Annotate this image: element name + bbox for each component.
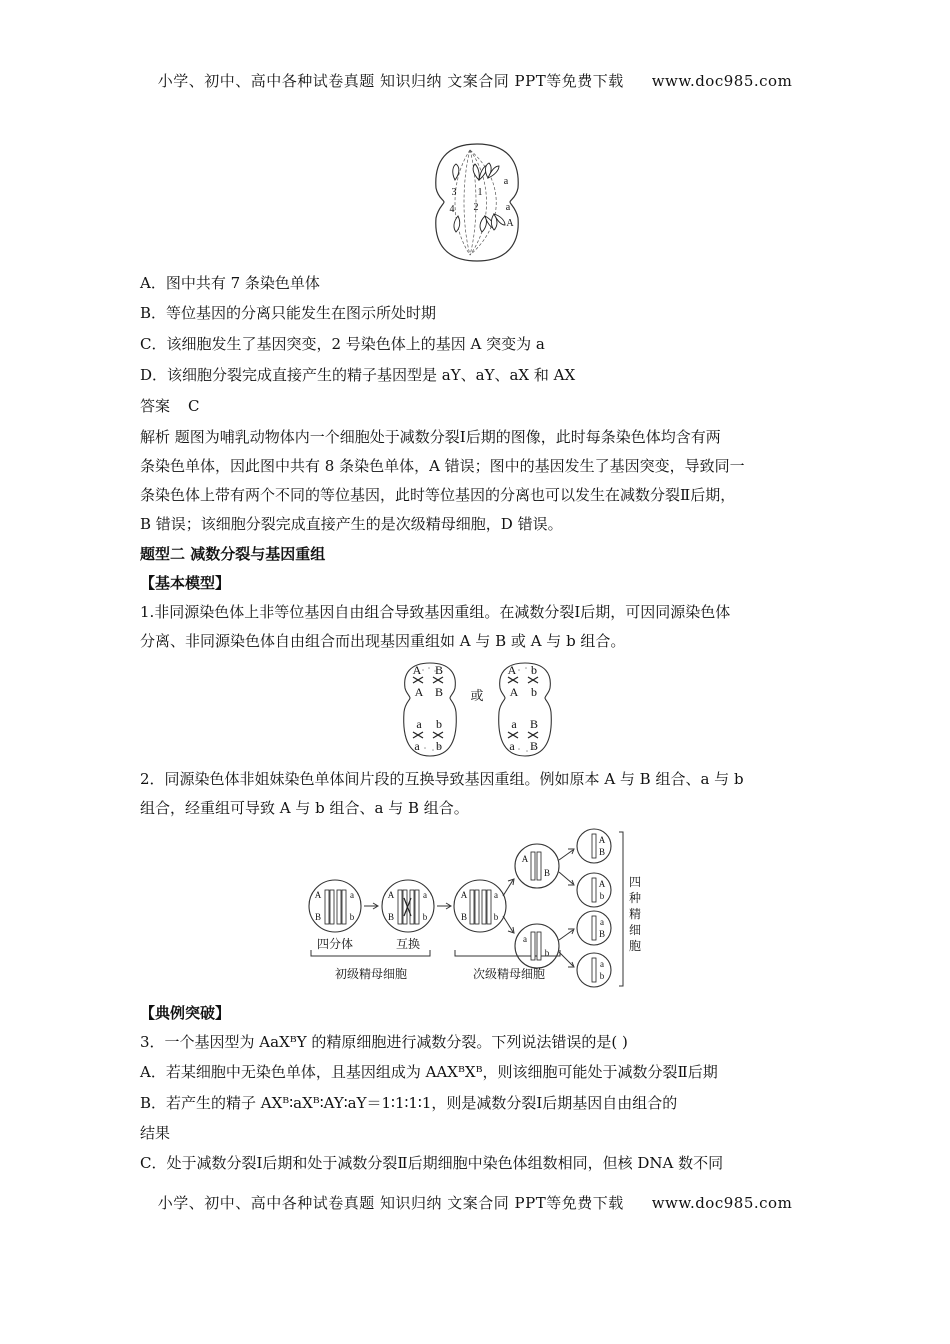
fig3-four-char-1: 四: [628, 875, 642, 889]
q1-analysis-line-3: 条染色体上带有两个不同的等位基因，此时等位基因的分离也可以发生在减数分裂Ⅱ后期，: [140, 486, 736, 504]
fig2-right-top-A: A: [507, 663, 517, 677]
answer-label: 答案: [140, 397, 171, 415]
svg-text:b: b: [544, 948, 550, 958]
footer-url: www.doc985.com: [651, 1194, 793, 1212]
header-url: www.doc985.com: [651, 72, 793, 90]
sperm-3-gene-1: a: [600, 917, 604, 927]
q3-stem: 3．一个基因型为 AaXᴮY 的精原细胞进行减数分裂。下列说法错误的是( ): [140, 1033, 628, 1051]
q3-option-a: A．若某细胞中无染色单体，且基因组成为 AAXᴮXᴮ，则该细胞可能处于减数分裂Ⅱ后期: [140, 1063, 718, 1081]
basic-model-heading: 【基本模型】: [140, 574, 231, 592]
fig3-four-char-4: 细: [628, 923, 642, 937]
page-header: [0, 70, 950, 91]
q1-answer: [140, 395, 820, 417]
fig2-left-bot-a: a: [414, 739, 420, 753]
q1-analysis-line-4: B 错误；该细胞分裂完成直接产生的是次级精母细胞，D 错误。: [140, 515, 563, 533]
sperm-2-gene-1: A: [598, 879, 606, 889]
sperm-2-gene-2: b: [599, 891, 605, 901]
fig2-left-top-A: A: [412, 663, 422, 677]
fig2-left-top-B: B: [434, 663, 444, 677]
q1-option-b: B．等位基因的分离只能发生在图示所处时期: [140, 304, 437, 322]
svg-text:B: B: [314, 912, 322, 922]
fig2-right-bot-B: B: [529, 739, 539, 753]
svg-text:a: a: [494, 890, 498, 900]
fig2-or-label: 或: [470, 688, 484, 703]
sperm-1-gene-1: A: [598, 835, 606, 845]
fig1-label-2: 2: [473, 202, 479, 213]
fig3-label-primary: 初级精母细胞: [334, 967, 408, 981]
q1-analysis-line-1: 解析 题图为哺乳动物体内一个细胞处于减数分裂Ⅰ后期的图像，此时每条染色体均含有两: [140, 428, 721, 446]
page-footer: [0, 1192, 950, 1213]
fig1-label-A: A: [506, 218, 514, 229]
q3-option-b-cont: 结果: [140, 1124, 171, 1142]
svg-text:a: a: [523, 934, 527, 944]
figure-free-combination: [395, 660, 565, 760]
point2-line-1: 2．同源染色体非姐妹染色单体间片段的互换导致基因重组。例如原本 A 与 B 组合、a 与 b: [140, 770, 744, 788]
svg-text:A: A: [314, 890, 322, 900]
fig3-label-secondary: 次级精母细胞: [472, 967, 546, 981]
header-text: 小学、初中、高中各种试卷真题 知识归纳 文案合同 PPT等免费下载: [157, 72, 624, 90]
figure-cell-anaphase: [430, 140, 525, 265]
fig3-four-char-5: 胞: [628, 939, 642, 953]
q1-option-a: A．图中共有 7 条染色单体: [140, 274, 320, 292]
svg-text:b: b: [349, 912, 355, 922]
point1-line-1: 1.非同源染色体上非等位基因自由组合导致基因重组。在减数分裂Ⅰ后期，可因同源染色体: [140, 603, 731, 621]
examples-heading: 【典例突破】: [140, 1004, 231, 1022]
q1-option-d: D．该细胞分裂完成直接产生的精子基因型是 aY、aY、aX 和 AX: [140, 366, 576, 384]
fig2-right-low-B: B: [529, 717, 539, 731]
fig1-label-1: 1: [477, 187, 483, 198]
sperm-1-gene-2: B: [598, 847, 606, 857]
fig1-label-4: 4: [449, 204, 455, 215]
fig2-right-top-b: b: [531, 663, 537, 677]
fig2-right-low-a: a: [511, 717, 517, 731]
point1-line-2: 分离、非同源染色体自由组合而出现基因重组如 A 与 B 或 A 与 b 组合。: [140, 632, 626, 650]
svg-text:B: B: [543, 868, 551, 878]
svg-text:A: A: [387, 890, 395, 900]
svg-text:A: A: [521, 854, 529, 864]
fig1-label-a-top: a: [503, 176, 509, 187]
svg-text:a: a: [423, 890, 427, 900]
fig2-right-mid-A: A: [509, 685, 519, 699]
sperm-3-gene-2: B: [598, 929, 606, 939]
figure-crossing-over: [305, 828, 650, 994]
q1-option-c: C．该细胞发生了基因突变，2 号染色体上的基因 A 突变为 a: [140, 335, 545, 353]
q3-option-b: B．若产生的精子 AXᴮ∶aXᴮ∶AY∶aY＝1∶1∶1∶1，则是减数分裂Ⅰ后期基因自由组合的: [140, 1094, 678, 1112]
svg-text:B: B: [460, 912, 468, 922]
svg-text:A: A: [460, 890, 468, 900]
sperm-4-gene-1: a: [600, 959, 604, 969]
fig2-left-low-b: b: [436, 717, 442, 731]
fig3-four-char-2: 种: [628, 891, 642, 905]
fig3-four-char-3: 精: [628, 907, 642, 921]
section2-title: 题型二 减数分裂与基因重组: [140, 545, 326, 563]
fig3-label-exchange: 互换: [395, 937, 421, 951]
fig1-label-3: 3: [451, 187, 457, 198]
fig2-right-bot-a: a: [509, 739, 515, 753]
sperm-4-gene-2: b: [599, 971, 605, 981]
fig2-left-mid-B: B: [434, 685, 444, 699]
q3-option-c: C．处于减数分裂Ⅰ后期和处于减数分裂Ⅱ后期细胞中染色体组数相同，但核 DNA 数不同: [140, 1154, 724, 1172]
fig2-left-bot-b: b: [436, 739, 442, 753]
svg-text:b: b: [422, 912, 428, 922]
answer-value: C: [188, 397, 200, 415]
svg-text:a: a: [350, 890, 354, 900]
fig2-right-mid-b: b: [531, 685, 537, 699]
q1-analysis-line-2: 条染色单体，因此图中共有 8 条染色单体，A 错误；图中的基因发生了基因突变，导致同一: [140, 457, 745, 475]
fig2-left-mid-A: A: [414, 685, 424, 699]
svg-text:B: B: [387, 912, 395, 922]
point2-line-2: 组合，经重组可导致 A 与 b 组合、a 与 B 组合。: [140, 799, 469, 817]
svg-text:b: b: [493, 912, 499, 922]
fig1-label-a-bottom: a: [505, 202, 511, 213]
fig3-label-tetrad: 四分体: [316, 937, 354, 951]
footer-text: 小学、初中、高中各种试卷真题 知识归纳 文案合同 PPT等免费下载: [157, 1194, 624, 1212]
fig2-left-low-a: a: [416, 717, 422, 731]
